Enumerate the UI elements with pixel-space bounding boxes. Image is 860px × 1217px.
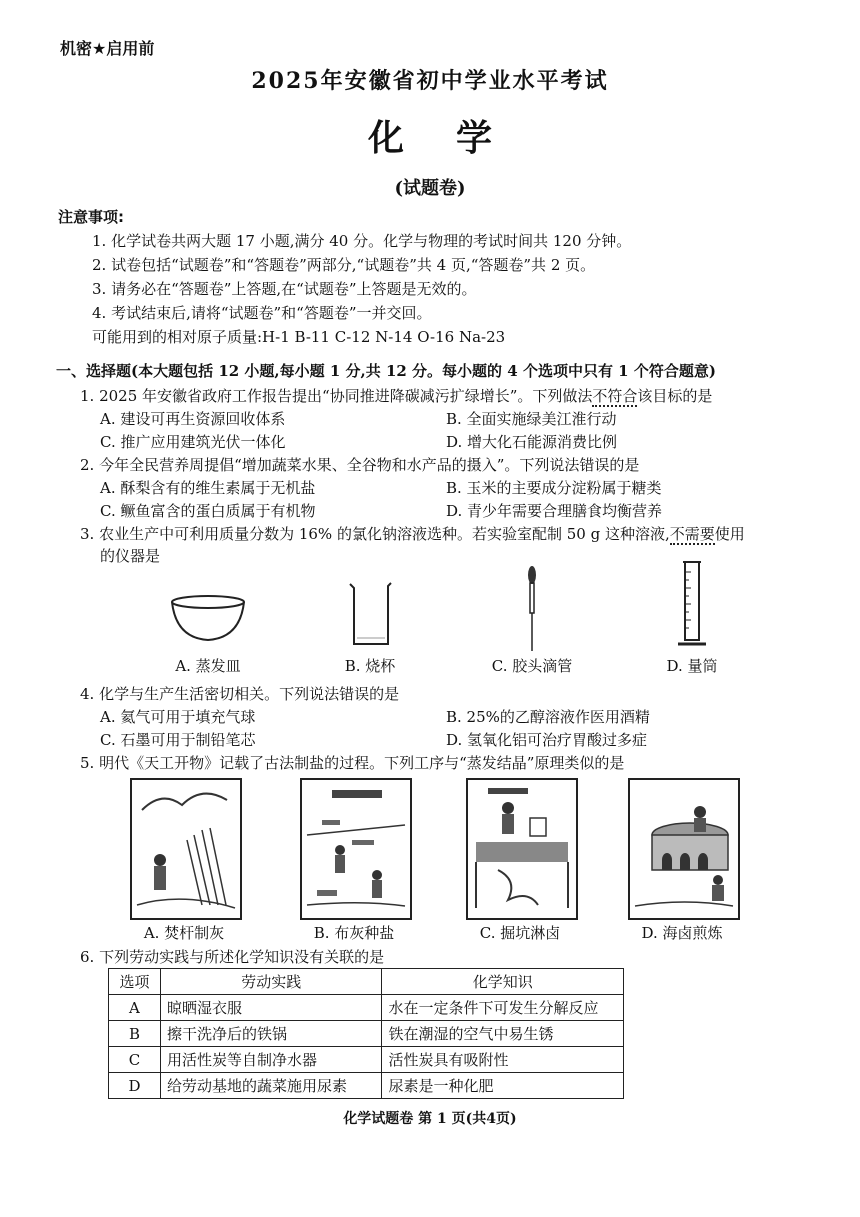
table-cell: 水在一定条件下可发生分解反应 <box>382 995 624 1021</box>
question-5-stem: 5. 明代《天工开物》记载了古法制盐的过程。下列工序与“蒸发结晶”原理类似的是 <box>80 754 625 772</box>
option-a-caption: A. 焚杆制灰 <box>143 924 225 942</box>
table-cell: D <box>109 1073 161 1099</box>
stem-text: 该目标的是 <box>637 387 713 405</box>
table-header-row <box>109 969 624 995</box>
question-6-table <box>108 968 624 1099</box>
emphasis-text: 不符合 <box>592 387 638 405</box>
ash-making-illustration <box>130 778 242 920</box>
salt-planting-illustration <box>300 778 412 920</box>
option-b: B. 玉米的主要成分淀粉属于糖类 <box>446 479 662 497</box>
exam-title: 2025年安徽省初中学业水平考试 <box>251 68 609 94</box>
option-b: B. 25%的乙醇溶液作医用酒精 <box>446 708 650 726</box>
subject-title: 化学 <box>367 117 544 159</box>
table-cell: A <box>109 995 161 1021</box>
option-a: A. 建设可再生资源回收体系 <box>100 410 286 428</box>
stem-text: 使用 <box>714 525 745 543</box>
option-d: D. 青少年需要合理膳食均衡营养 <box>446 502 663 520</box>
notice-item: 2. 试卷包括“试题卷”和“答题卷”两部分,“试题卷”共 4 页,“答题卷”共 2 页。 <box>92 256 596 274</box>
option-a-caption: A. 蒸发皿 <box>175 657 241 675</box>
notice-item: 3. 请务必在“答题卷”上答题,在“试题卷”上答题是无效的。 <box>92 280 477 298</box>
option-c: C. 鳜鱼富含的蛋白质属于有机物 <box>100 502 316 520</box>
table-cell: 给劳动基地的蔬菜施用尿素 <box>160 1073 382 1099</box>
table-header: 劳动实践 <box>160 969 382 995</box>
evaporating-dish-icon <box>168 590 248 645</box>
table-cell: B <box>109 1021 161 1047</box>
table-cell: C <box>109 1047 161 1073</box>
question-3-stem <box>80 523 745 544</box>
option-b-caption: B. 烧杯 <box>344 657 396 675</box>
confidential-label: 机密★启用前 <box>60 39 155 58</box>
table-cell: 擦干洗净后的铁锅 <box>160 1021 382 1047</box>
option-b: B. 全面实施绿美江淮行动 <box>446 410 617 428</box>
question-1-stem <box>80 385 712 406</box>
notice-heading: 注意事项: <box>58 208 124 226</box>
stem-text: 1. 2025 年安徽省政府工作报告提出“协同推进降碳减污扩绿增长”。下列做法 <box>80 387 593 405</box>
dropper-icon <box>522 565 542 655</box>
section-heading: 一、选择题(本大题包括 12 小题,每小题 1 分,共 12 分。每小题的 4 个选项中只有 1 个符合题意) <box>56 362 716 380</box>
option-a: A. 酥梨含有的维生素属于无机盐 <box>100 479 316 497</box>
table-cell: 尿素是一种化肥 <box>382 1073 624 1099</box>
atomic-mass-line: 可能用到的相对原子质量:H-1 B-11 C-12 N-14 O-16 Na-23 <box>92 328 506 346</box>
stem-text: 3. 农业生产中可利用质量分数为 16% 的氯化钠溶液选种。若实验室配制 50 g 这种溶液, <box>80 525 670 543</box>
question-2-stem: 2. 今年全民营养周提倡“增加蔬菜水果、全谷物和水产品的摄入”。下列说法错误的是 <box>80 456 640 474</box>
option-c: C. 石墨可用于制铅笔芯 <box>100 731 256 749</box>
table-row <box>109 995 624 1021</box>
table-cell: 晾晒湿衣服 <box>160 995 382 1021</box>
beaker-icon <box>345 580 395 648</box>
brine-boiling-illustration <box>628 778 740 920</box>
notice-item: 4. 考试结束后,请将“试题卷”和“答题卷”一并交回。 <box>92 304 432 322</box>
emphasis-text: 不需要 <box>669 525 715 543</box>
question-4-stem: 4. 化学与生产生活密切相关。下列说法错误的是 <box>80 685 400 703</box>
table-row <box>109 1073 624 1099</box>
page-footer: 化学试题卷 第 1 页(共4页) <box>343 1111 517 1127</box>
option-d: D. 氢氧化铝可治疗胃酸过多症 <box>446 731 648 749</box>
table-row <box>109 1047 624 1073</box>
question-6-stem: 6. 下列劳动实践与所述化学知识没有关联的是 <box>80 948 385 966</box>
question-3-stem-cont: 的仪器是 <box>100 547 161 565</box>
brine-pit-illustration <box>466 778 578 920</box>
table-row <box>109 1021 624 1047</box>
option-c-caption: C. 胶头滴管 <box>491 657 573 675</box>
option-d-caption: D. 海卤煎炼 <box>641 924 723 942</box>
option-c: C. 推广应用建筑光伏一体化 <box>100 433 286 451</box>
table-header: 选项 <box>109 969 161 995</box>
table-cell: 铁在潮湿的空气中易生锈 <box>382 1021 624 1047</box>
graduated-cylinder-icon <box>672 558 712 650</box>
option-b-caption: B. 布灰种盐 <box>313 924 395 942</box>
option-d-caption: D. 量筒 <box>666 657 718 675</box>
table-header: 化学知识 <box>382 969 624 995</box>
paper-type: (试题卷) <box>394 178 466 199</box>
option-c-caption: C. 掘坑淋卤 <box>479 924 561 942</box>
table-cell: 活性炭具有吸附性 <box>382 1047 624 1073</box>
notice-item: 1. 化学试卷共两大题 17 小题,满分 40 分。化学与物理的考试时间共 120 分钟。 <box>92 232 632 250</box>
table-cell: 用活性炭等自制净水器 <box>160 1047 382 1073</box>
option-d: D. 增大化石能源消费比例 <box>446 433 618 451</box>
option-a: A. 氦气可用于填充气球 <box>100 708 256 726</box>
